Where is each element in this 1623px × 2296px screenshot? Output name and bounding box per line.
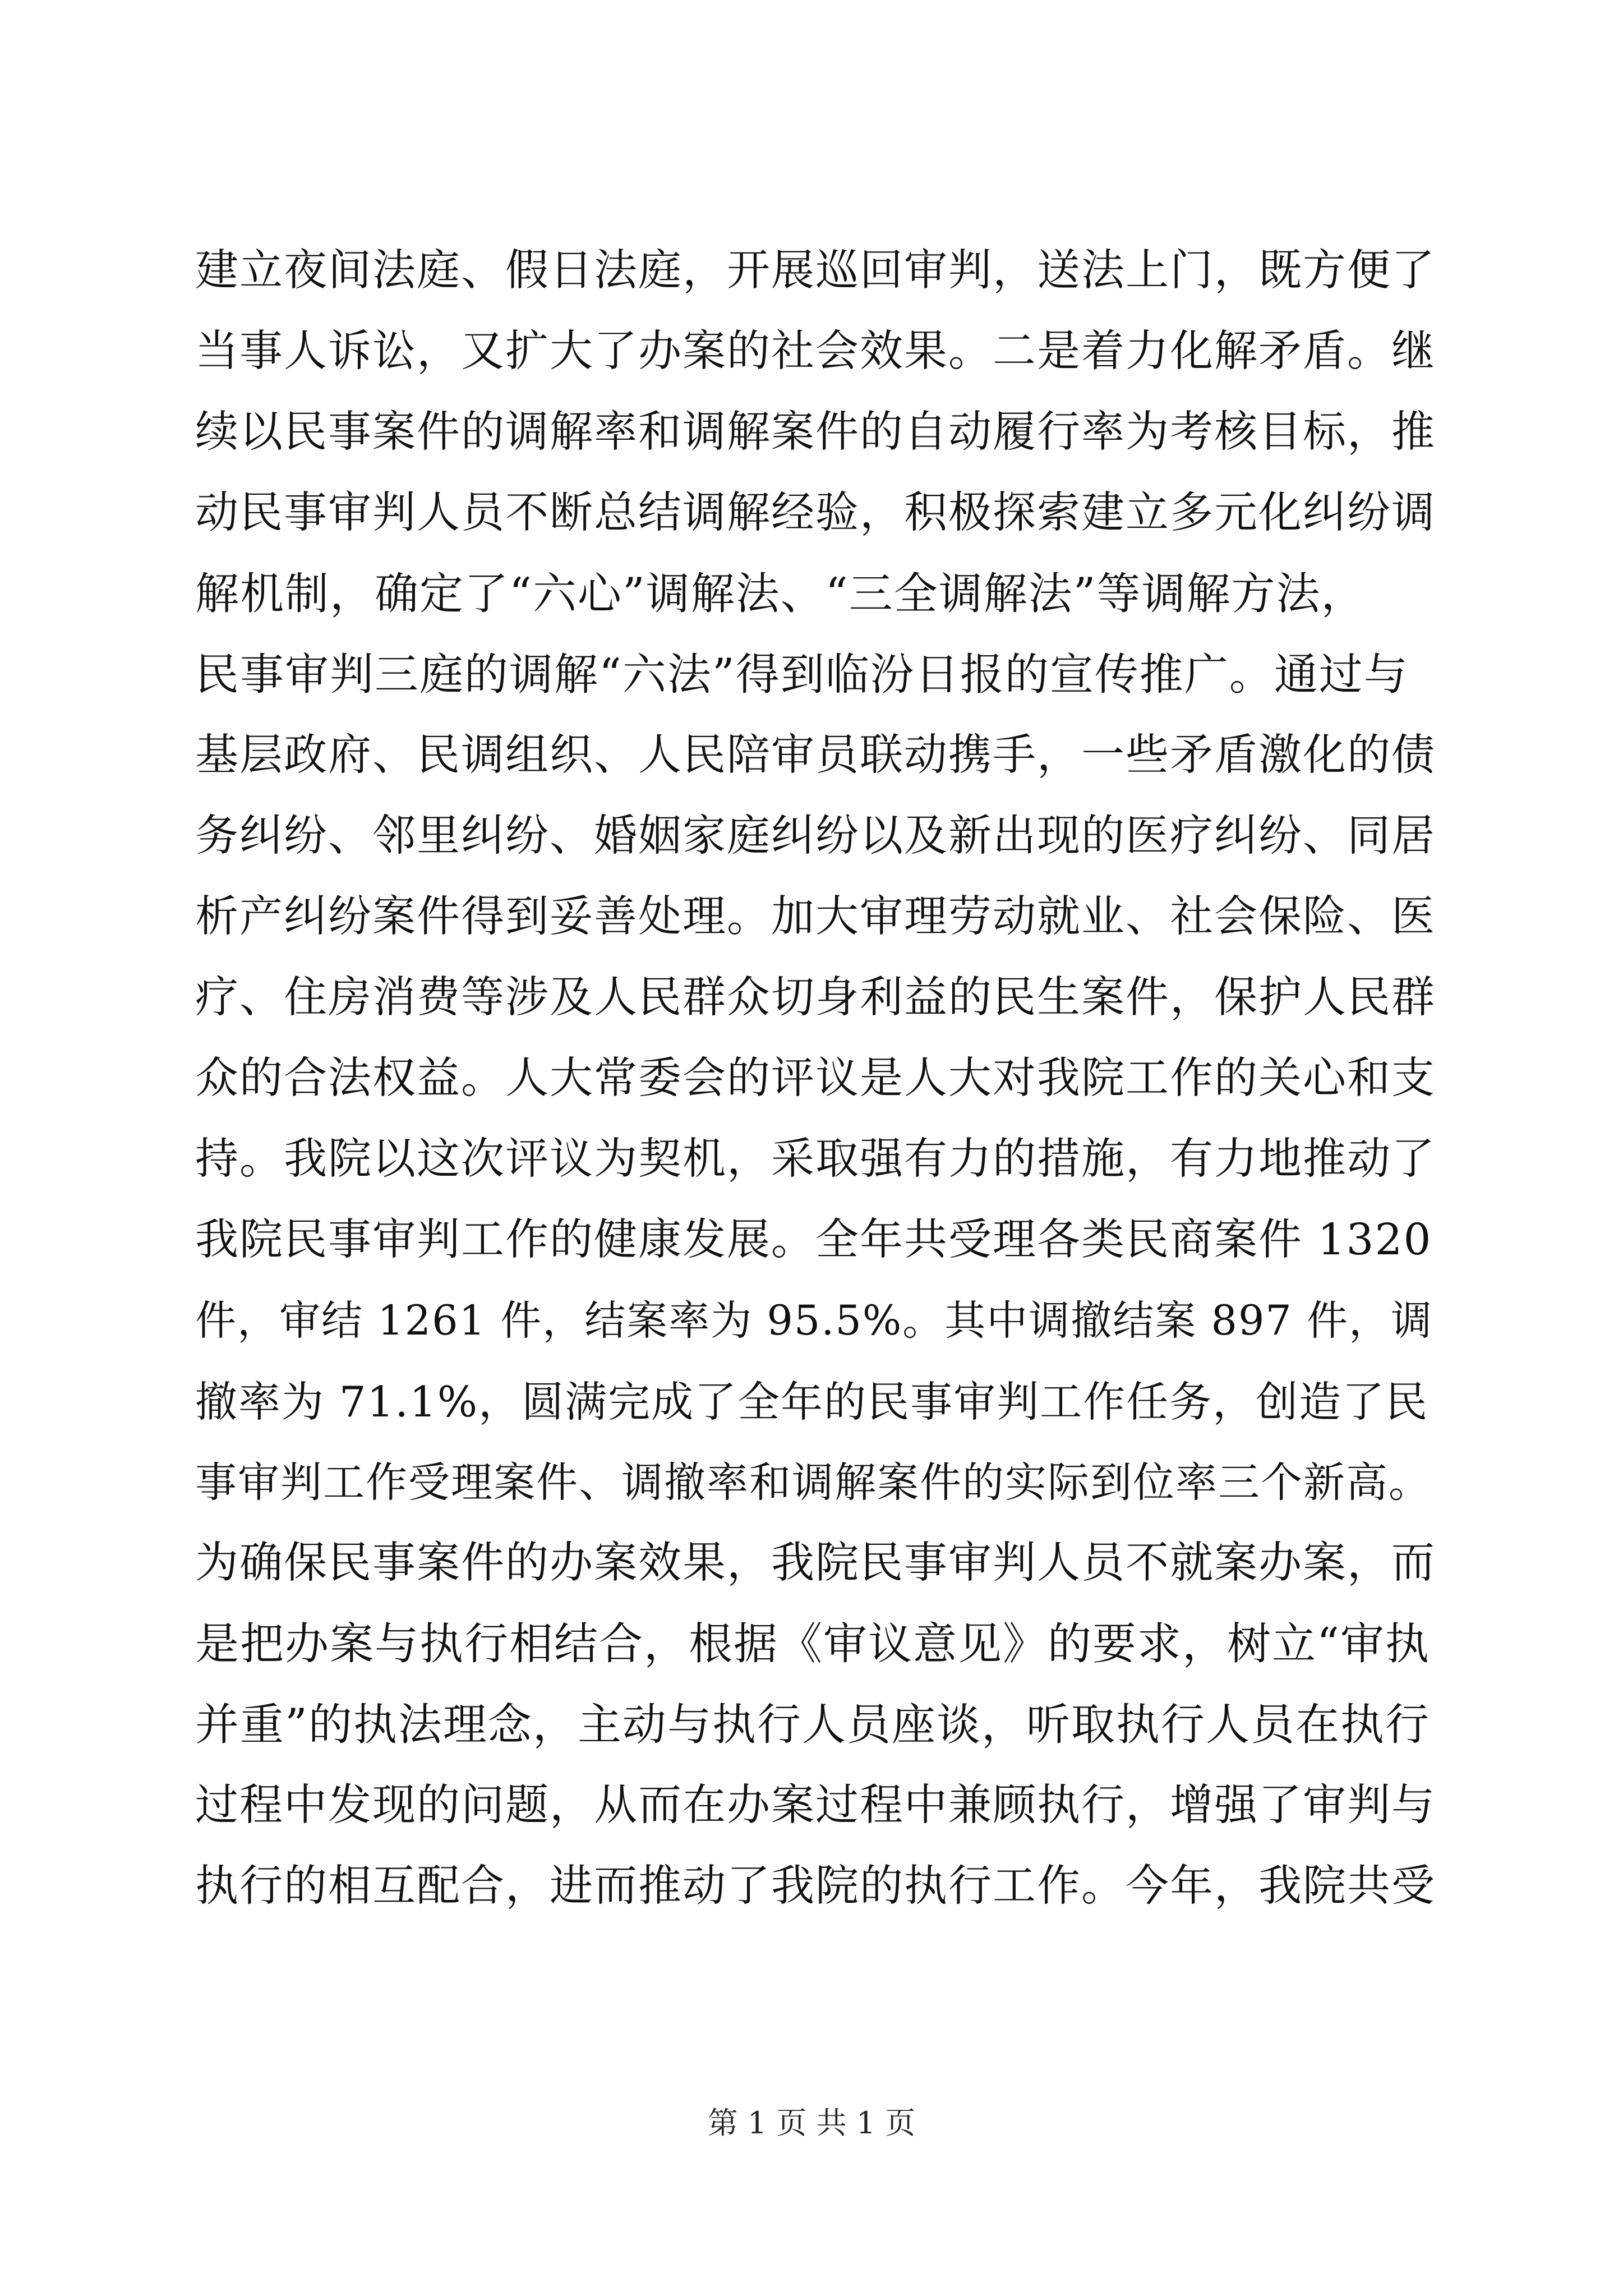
text-line: 续以民事案件的调解率和调解案件的自动履行率为考核目标，推	[195, 407, 1436, 457]
text-line: 是把办案与执行相结合，根据《审议意见》的要求，树立“审执	[195, 1619, 1430, 1669]
text-line: 过程中发现的问题，从而在办案过程中兼顾执行，增强了审判与	[195, 1780, 1436, 1830]
text-line: 为确保民事案件的办案效果，我院民事审判人员不就案办案，而	[195, 1538, 1436, 1588]
text-line: 众的合法权益。人大常委会的评议是人大对我院工作的关心和支	[195, 1053, 1436, 1103]
text-line: 并重”的执法理念，主动与执行人员座谈，听取执行人员在执行	[195, 1700, 1430, 1750]
text-line: 撤率为 71.1%，圆满完成了全年的民事审判工作任务，创造了民	[195, 1377, 1429, 1427]
text-line: 民事审判三庭的调解“六法”得到临汾日报的宣传推广。通过与	[195, 650, 1409, 700]
text-line: 动民事审判人员不断总结调解经验，积极探索建立多元化纠纷调	[195, 488, 1436, 538]
page-footer: 第 1 页 共 1 页	[707, 2105, 916, 2141]
text-line: 基层政府、民调组织、人民陪审员联动携手，一些矛盾激化的债	[195, 730, 1436, 780]
text-line: 执行的相互配合，进而推动了我院的执行工作。今年，我院共受	[195, 1861, 1436, 1911]
text-line: 持。我院以这次评议为契机，采取强有力的措施，有力地推动了	[195, 1134, 1436, 1184]
text-line: 件，审结 1261 件，结案率为 95.5%。其中调撤结案 897 件，调	[195, 1297, 1433, 1345]
text-line: 务纠纷、邻里纠纷、婚姻家庭纠纷以及新出现的医疗纠纷、同居	[195, 811, 1436, 861]
text-line: 建立夜间法庭、假日法庭，开展巡回审判，送法上门，既方便了	[195, 246, 1436, 296]
text-line: 事审判工作受理案件、调撤率和调解案件的实际到位率三个新高。	[195, 1458, 1431, 1507]
text-line: 析产纠纷案件得到妥善处理。加大审理劳动就业、社会保险、医	[195, 892, 1436, 942]
text-line: 解机制，确定了“六心”调解法、“三全调解法”等调解方法，	[195, 569, 1366, 619]
text-line: 我院民事审判工作的健康发展。全年共受理各类民商案件 1320	[195, 1215, 1432, 1265]
text-line: 当事人诉讼，又扩大了办案的社会效果。二是着力化解矛盾。继	[195, 326, 1436, 376]
text-line: 疗、住房消费等涉及人民群众切身利益的民生案件，保护人民群	[195, 973, 1436, 1023]
